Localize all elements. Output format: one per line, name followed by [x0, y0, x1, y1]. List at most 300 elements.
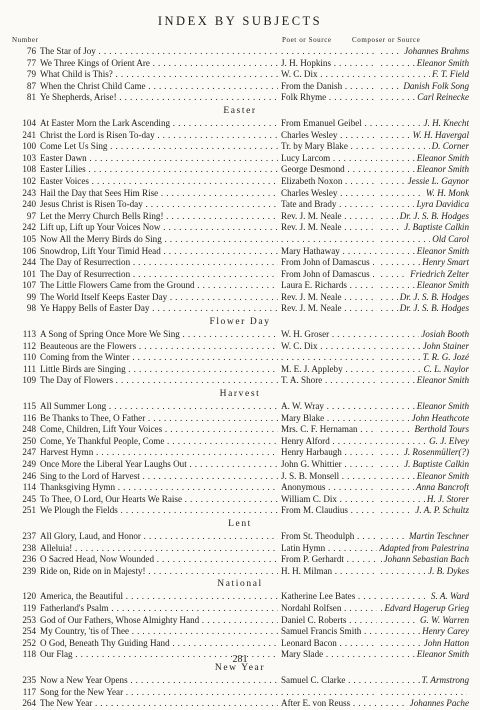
index-entry [0, 436, 480, 448]
hymn-number: 247 [22, 447, 36, 458]
poet-source: From the Danish . . . [281, 81, 377, 93]
hymn-number: 81 [26, 92, 36, 103]
composer-source [377, 615, 469, 627]
composer-name: Eleanor Smith [416, 649, 469, 660]
index-entry [0, 626, 480, 638]
poet-source: Rev. J. M. Neale . . . [281, 211, 377, 223]
poet-source: Tr. by Mary Blake . . . [281, 141, 377, 153]
poet-source: Samuel C. Clarke . . . [281, 675, 377, 687]
hymn-number: 106 [22, 245, 36, 256]
hymn-title: God of Our Fathers, Whose Almighty Hand . . . [40, 615, 278, 627]
index-entry [0, 531, 480, 543]
poet-source: Tate and Brady . . . [281, 199, 377, 211]
composer-name: Adapted from Palestrina [379, 542, 469, 553]
poet-source: J. S. B. Monsell . . . [281, 471, 377, 483]
hymn-number: 79 [26, 69, 36, 80]
hymn-number: 244 [22, 257, 36, 268]
poet-source: Laura E. Richards . . . [281, 280, 377, 292]
hymn-number: 98 [26, 303, 36, 314]
hymn-number: 118 [22, 649, 36, 660]
hymn-number: 107 [22, 280, 36, 291]
index-entries [0, 46, 480, 710]
hymn-title: The Day of Flowers . . . [40, 375, 278, 387]
poet-source: Henry Alford . . . [281, 436, 377, 448]
index-entry [0, 69, 480, 81]
hymn-number: 119 [22, 602, 36, 613]
composer-name: Eleanor Smith [416, 375, 469, 386]
section-heading: Lent [228, 518, 252, 529]
composer-name: Jessie L. Gaynor [407, 175, 469, 186]
poet-source: Rev. J. M. Neale . . . [281, 222, 377, 234]
index-entry [0, 269, 480, 281]
poet-source: George Desmond . . . [281, 164, 377, 176]
poet-source: Mary Hathaway . . . [281, 246, 377, 258]
hymn-number: 242 [22, 222, 36, 233]
composer-name: John Stainer [422, 340, 469, 351]
index-entry [0, 494, 480, 506]
hymn-number: 109 [22, 375, 36, 386]
poet-source: Charles Wesley . . . [281, 188, 377, 200]
composer-name: G. J. Elvey [429, 435, 469, 446]
poet-source: W. H. Groser . . . [281, 329, 377, 341]
poet-source: Mary Blake . . . [281, 413, 377, 425]
composer-name: Johannes Pache [409, 698, 469, 709]
index-entry [0, 471, 480, 483]
poet-source: J. H. Hopkins . . . [281, 58, 377, 70]
composer-name: Henry Smart [422, 257, 469, 268]
composer-name: Dr. J. S. B. Hodges [399, 210, 469, 221]
index-entry [0, 352, 480, 364]
index-entry [0, 482, 480, 494]
poet-source: Lucy Larcom . . . [281, 153, 377, 165]
composer-source [377, 471, 469, 483]
composer-source [377, 141, 469, 153]
composer-name: Dr. J. S. B. Hodges [399, 291, 469, 302]
poet-source: Charles Wesley . . . [281, 130, 377, 142]
composer-source [377, 280, 469, 292]
composer-name: D. Corner [431, 141, 469, 152]
hymn-title: Thanksgiving Hymn . . . [40, 482, 278, 494]
hymn-title: All Summer Long . . . [40, 401, 278, 413]
hymn-number: 237 [22, 530, 36, 541]
index-entry [0, 199, 480, 211]
section-heading: Easter [223, 105, 257, 116]
poet-source: Folk Rhyme . . . [281, 92, 377, 104]
composer-source [377, 92, 469, 104]
hymn-title: Alleluia! . . . [40, 543, 278, 555]
index-entry [0, 46, 480, 58]
composer-source [377, 687, 469, 699]
poet-source: Rev. J. M. Neale . . . [281, 303, 377, 315]
poet-source: From John of Damascus . . . [281, 257, 377, 269]
composer-source [377, 352, 469, 364]
hymn-title: When the Christ Child Came . . . [40, 81, 278, 93]
hymn-number: 117 [22, 686, 36, 697]
hymn-number: 245 [22, 493, 36, 504]
page-title: INDEX BY SUBJECTS [157, 14, 323, 28]
index-entry [0, 81, 480, 93]
hymn-number: 254 [22, 626, 36, 637]
hymn-number: 239 [22, 565, 36, 576]
index-entry [0, 413, 480, 425]
hymn-number: 250 [22, 435, 36, 446]
hymn-number: 108 [22, 164, 36, 175]
index-entry [0, 566, 480, 578]
hymn-title: Now a New Year Opens . . . [40, 675, 278, 687]
composer-source [377, 566, 469, 578]
composer-source [377, 459, 469, 471]
composer-name: Johann Sebastian Bach [383, 554, 469, 565]
hymn-title: Now All the Merry Birds do Sing . . . [40, 234, 278, 246]
hymn-number: 249 [22, 459, 36, 469]
poet-source: Elizabeth Noxon . . . [281, 176, 377, 188]
hymn-number: 101 [22, 268, 36, 279]
index-entry [0, 554, 480, 566]
poet-source: Rev. J. M. Neale . . . [281, 292, 377, 304]
hymn-title: Fatherland's Psalm . . . [40, 603, 278, 615]
poet-source: Henry Harbaugh . . . [281, 447, 377, 459]
composer-name: G. W. Warren [419, 614, 469, 625]
hymn-number: 251 [22, 505, 36, 516]
hymn-title: Ye Shepherds, Arise! . . . [40, 92, 278, 104]
column-header-composer: Composer or Source [352, 36, 421, 44]
poet-source: Daniel C. Roberts . . . [281, 615, 377, 627]
poet-source: W. C. Dix . . . [281, 69, 377, 81]
hymn-title: Lift up, Lift up Your Voices Now . . . [40, 222, 278, 234]
composer-source [377, 638, 469, 650]
composer-source [377, 401, 469, 413]
composer-name: W. H. Havergal [412, 129, 469, 140]
poet-source: Mary Slade . . . [281, 649, 377, 661]
poet-source [281, 234, 377, 246]
composer-source [377, 58, 469, 70]
composer-source [377, 164, 469, 176]
composer-name: Danish Folk Song [403, 80, 469, 91]
index-entry [0, 234, 480, 246]
poet-source: From P. Gerhardt . . . [281, 554, 377, 566]
index-entry [0, 447, 480, 459]
index-entry [0, 459, 480, 471]
hymn-title: Our Flag . . . [40, 649, 278, 661]
composer-source [377, 447, 469, 459]
hymn-title: Come, Children, Lift Your Voices . . . [40, 424, 278, 436]
composer-name: Edvard Hagerup Grieg [384, 602, 469, 613]
composer-name: Eleanor Smith [416, 401, 469, 412]
composer-name: Anna Bancroft [416, 482, 469, 493]
index-entry [0, 698, 480, 710]
hymn-title: Let the Merry Church Bells Ring! . . . [40, 211, 278, 223]
composer-name [467, 687, 469, 697]
poet-source: John G. Whittier . . . [281, 459, 377, 471]
hymn-number: 113 [22, 329, 36, 340]
composer-source [377, 626, 469, 638]
hymn-number: 99 [26, 291, 36, 302]
column-header-number: Number [12, 36, 39, 44]
hymn-title: The Little Flowers Came from the Ground . . . [40, 280, 278, 292]
composer-name: Eleanor Smith [416, 280, 469, 291]
composer-name: J. Baptiste Calkin [404, 222, 469, 233]
composer-source [377, 188, 469, 200]
page-number: 281 [232, 654, 248, 665]
index-entry [0, 176, 480, 188]
hymn-number: 240 [22, 199, 36, 210]
hymn-number: 238 [22, 542, 36, 553]
index-entry [0, 687, 480, 699]
hymn-title: O God, Beneath Thy Guiding Hand . . . [40, 638, 278, 650]
composer-name: Martin Teschner [408, 530, 469, 541]
hymn-number: 100 [22, 141, 36, 152]
composer-source [377, 603, 469, 615]
hymn-title: To Thee, O Lord, Our Hearts We Raise . . . [40, 494, 278, 506]
composer-source [377, 269, 469, 281]
hymn-title: O Sacred Head, Now Wounded . . . [40, 554, 278, 566]
index-entry [0, 280, 480, 292]
composer-name: Berthold Tours [414, 424, 469, 435]
hymn-number: 102 [22, 175, 36, 186]
hymn-title: Once More the Liberal Year Laughs Out . . . [40, 459, 278, 471]
index-entry [0, 211, 480, 223]
composer-source [377, 246, 469, 258]
hymn-title: Easter Lilies . . . [40, 164, 278, 176]
hymn-title: Song for the New Year . . . [40, 687, 278, 699]
index-entry [0, 375, 480, 387]
column-headers [0, 36, 480, 46]
composer-source [377, 375, 469, 387]
hymn-title: Hail the Day that Sees Him Rise . . . [40, 188, 278, 200]
hymn-number: 248 [22, 424, 36, 435]
hymn-number: 120 [22, 591, 36, 602]
composer-name: Eleanor Smith [416, 470, 469, 481]
poet-source: Nordahl Rolfsen . . . [281, 603, 377, 615]
composer-source [377, 436, 469, 448]
poet-source: W. C. Dix . . . [281, 341, 377, 353]
composer-source [377, 292, 469, 304]
composer-source [377, 176, 469, 188]
section-heading: National [217, 579, 263, 590]
composer-name: Old Carol [432, 233, 469, 244]
index-entry [0, 675, 480, 687]
hymn-title: Ride on, Ride on in Majesty! . . . [40, 566, 278, 578]
poet-source: Latin Hymn . . . [281, 543, 377, 555]
poet-source: Samuel Francis Smith . . . [281, 626, 377, 638]
hymn-number: 105 [22, 233, 36, 244]
section-heading: New Year [214, 662, 266, 673]
index-entry [0, 141, 480, 153]
hymn-title: We Three Kings of Orient Are . . . [40, 58, 278, 70]
composer-source [377, 257, 469, 269]
index-entry [0, 222, 480, 234]
hymn-number: 104 [22, 117, 36, 128]
hymn-title: Easter Voices . . . [40, 176, 278, 188]
composer-source [377, 211, 469, 223]
composer-source [377, 303, 469, 315]
hymn-title: Beauteous are the Flowers . . . [40, 341, 278, 353]
composer-name: Eleanor Smith [416, 245, 469, 256]
hymn-number: 241 [22, 129, 36, 140]
hymn-title: A Song of Spring Once More We Sing . . . [40, 329, 278, 341]
composer-name: Eleanor Smith [416, 57, 469, 68]
composer-name: H. J. Storer [426, 493, 469, 504]
composer-source [377, 505, 469, 517]
hymn-title: Come, Ye Thankful People, Come . . . [40, 436, 278, 448]
composer-source [377, 591, 469, 603]
index-entry [0, 603, 480, 615]
composer-source [377, 234, 469, 246]
hymn-title: At Easter Morn the Lark Ascending . . . [40, 118, 278, 130]
index-entry [0, 424, 480, 436]
composer-source [377, 698, 469, 710]
poet-source: Mrs. C. F. Hernaman . . . [281, 424, 377, 436]
poet-source: A. W. Wray . . . [281, 401, 377, 413]
index-entry [0, 257, 480, 269]
composer-name: J. Baptiste Calkin [404, 459, 469, 469]
hymn-title: Harvest Hymn . . . [40, 447, 278, 459]
composer-source [377, 543, 469, 555]
index-entry [0, 615, 480, 627]
index-entry [0, 543, 480, 555]
composer-name: W. H. Monk [425, 187, 469, 198]
poet-source: William C. Dix . . . [281, 494, 377, 506]
composer-name: Eleanor Smith [416, 152, 469, 163]
composer-source [377, 118, 469, 130]
composer-source [377, 675, 469, 687]
hymn-title: We Plough the Fields . . . [40, 505, 278, 517]
index-entry [0, 153, 480, 165]
hymn-title: Coming from the Winter . . . [40, 352, 278, 364]
hymn-number: 103 [22, 152, 36, 163]
hymn-number: 252 [22, 637, 36, 648]
composer-source [377, 554, 469, 566]
composer-source [377, 494, 469, 506]
hymn-number: 264 [22, 698, 36, 709]
composer-source [377, 81, 469, 93]
poet-source: From John of Damascus . . . [281, 269, 377, 281]
composer-name: C. L. Naylor [423, 363, 469, 374]
hymn-number: 77 [26, 57, 36, 68]
hymn-number: 236 [22, 554, 36, 565]
index-entry [0, 341, 480, 353]
composer-source [377, 199, 469, 211]
composer-source [377, 222, 469, 234]
poet-source: From Emanuel Geibel . . . [281, 118, 377, 130]
index-entry [0, 292, 480, 304]
index-entry [0, 164, 480, 176]
poet-source [281, 46, 377, 58]
composer-name: J. A. P. Schultz [415, 505, 469, 516]
composer-name: Dr. J. S. B. Hodges [399, 303, 469, 314]
hymn-number: 97 [26, 210, 36, 221]
composer-name: Eleanor Smith [416, 164, 469, 175]
hymn-title: Christ the Lord is Risen To-day . . . [40, 130, 278, 142]
section-heading: Flower Day [209, 317, 271, 328]
hymn-number: 110 [22, 352, 36, 363]
hymn-number: 246 [22, 470, 36, 481]
poet-source: After E. von Reuss . . . [281, 698, 377, 710]
composer-source [377, 364, 469, 376]
index-entry [0, 118, 480, 130]
composer-source [377, 482, 469, 494]
section-heading: Harvest [219, 389, 261, 400]
poet-source: From M. Claudius . . . [281, 505, 377, 517]
hymn-title: The Day of Resurrection . . . [40, 257, 278, 269]
composer-source [377, 413, 469, 425]
hymn-title: What Child is This? . . . [40, 69, 278, 81]
poet-source: Leonard Bacon . . . [281, 638, 377, 650]
column-header-poet: Poet or Source [282, 36, 332, 44]
index-entry [0, 401, 480, 413]
composer-name: Josiah Booth [421, 329, 469, 340]
poet-source: Katherine Lee Bates . . . [281, 591, 377, 603]
composer-name: F. T. Field [431, 69, 469, 80]
composer-name: John Heathcote [411, 412, 469, 423]
hymn-number: 116 [22, 412, 36, 423]
hymn-title: The Day of Resurrection . . . [40, 269, 278, 281]
composer-source [377, 329, 469, 341]
composer-name: S. A. Ward [430, 591, 469, 602]
poet-source: M. E. J. Appleby . . . [281, 364, 377, 376]
index-entry [0, 329, 480, 341]
hymn-number: 253 [22, 614, 36, 625]
hymn-number: 115 [22, 401, 36, 412]
index-entry [0, 505, 480, 517]
composer-name: Henry Carey [422, 626, 469, 637]
composer-source [377, 46, 469, 58]
hymn-number: 235 [22, 674, 36, 685]
composer-name: John Hatton [423, 637, 469, 648]
poet-source [281, 687, 377, 699]
poet-source: Anonymous . . . [281, 482, 377, 494]
hymn-title: Ye Happy Bells of Easter Day . . . [40, 303, 278, 315]
composer-name: T. R. G. Jozé [422, 352, 469, 363]
poet-source: From St. Theodulph . . . [281, 531, 377, 543]
index-entry [0, 638, 480, 650]
hymn-title: The Star of Joy . . . [40, 46, 278, 58]
composer-name: Johannes Brahms [404, 46, 469, 56]
hymn-number: 114 [22, 482, 36, 493]
poet-source [281, 352, 377, 364]
hymn-number: 87 [26, 80, 36, 91]
composer-name: J. Rosenmüller(?) [403, 447, 469, 458]
index-entry [0, 188, 480, 200]
poet-source: H. H. Milman . . . [281, 566, 377, 578]
composer-source [377, 341, 469, 353]
composer-source [377, 424, 469, 436]
index-entry [0, 364, 480, 376]
composer-name: Friedrich Zelter [410, 268, 469, 279]
hymn-title: All Glory, Laud, and Honor . . . [40, 531, 278, 543]
hymn-title: Sing to the Lord of Harvest . . . [40, 471, 278, 483]
composer-source [377, 531, 469, 543]
index-entry [0, 92, 480, 104]
hymn-title: The New Year . . . [40, 698, 278, 710]
composer-source [377, 69, 469, 81]
composer-name: T. Armstrong [421, 674, 469, 685]
index-entry [0, 130, 480, 142]
composer-source [377, 153, 469, 165]
index-entry [0, 58, 480, 70]
hymn-title: Be Thanks to Thee, O Father . . . [40, 413, 278, 425]
composer-name: Carl Reinecke [417, 92, 469, 103]
composer-source [377, 130, 469, 142]
hymn-number: 76 [26, 46, 36, 56]
hymn-title: America, the Beautiful . . . [40, 591, 278, 603]
hymn-title: My Country, 'tis of Thee . . . [40, 626, 278, 638]
hymn-number: 112 [22, 340, 36, 351]
hymn-title: Easter Dawn . . . [40, 153, 278, 165]
hymn-number: 243 [22, 187, 36, 198]
composer-name: Lyra Davidica [416, 199, 469, 210]
index-entry [0, 303, 480, 315]
